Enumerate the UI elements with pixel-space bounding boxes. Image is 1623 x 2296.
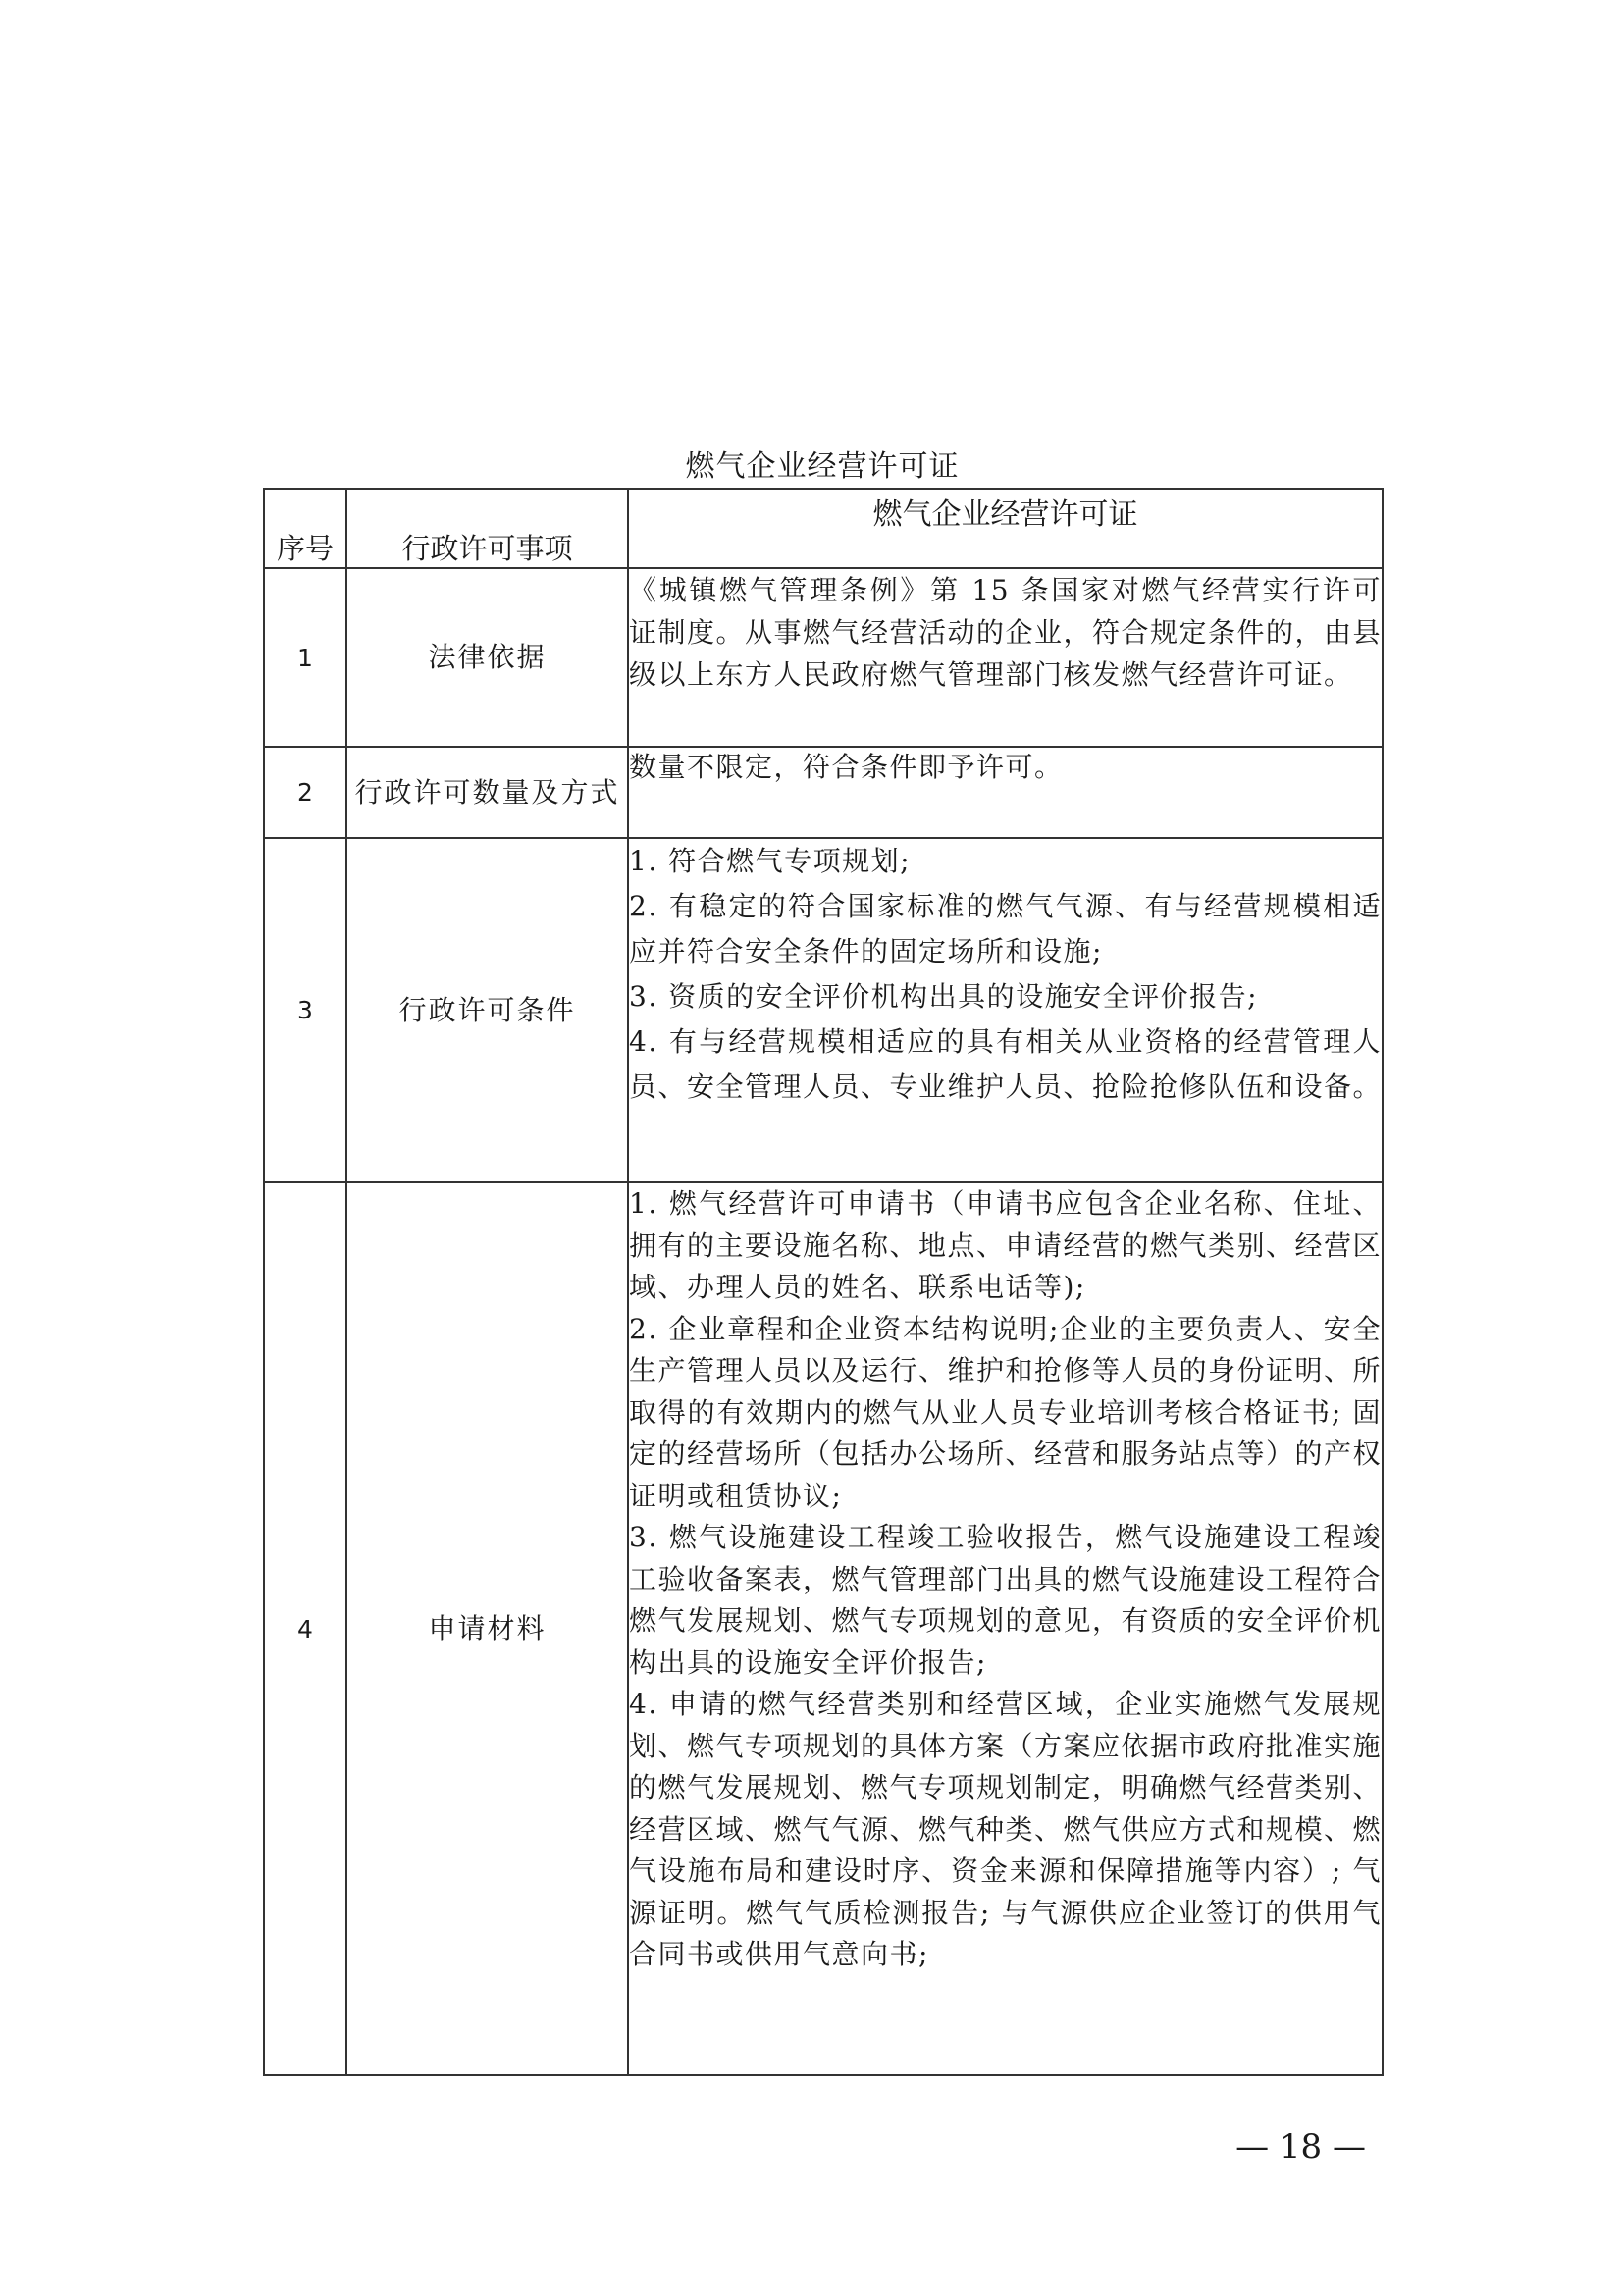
document-title: 燃气企业经营许可证 — [685, 449, 960, 484]
header-item: 行政许可事项 — [346, 489, 628, 568]
row-content: 《城镇燃气管理条例》第 15 条国家对燃气经营实行许可证制度。从事燃气经营活动的企业，符合规定条件的，由县级以上东方人民政府燃气管理部门核发燃气经营许可证。 — [628, 568, 1383, 747]
header-no: 序号 — [264, 489, 346, 568]
table-row — [264, 838, 1383, 1182]
row-number: 3 — [264, 838, 346, 1182]
row-item: 申请材料 — [346, 1182, 628, 2075]
condition-item: 1. 符合燃气专项规划; — [629, 845, 912, 877]
condition-item: 2. 有稳定的符合国家标准的燃气气源、有与经营规模相适应并符合安全条件的固定场所和设施; — [629, 890, 1382, 967]
table-row — [264, 1182, 1383, 2075]
row-item: 法律依据 — [346, 568, 628, 747]
page-number: — 18 — — [1235, 2127, 1366, 2166]
permit-table — [263, 488, 1384, 2076]
row-content — [628, 838, 1383, 1182]
row-number: 2 — [264, 747, 346, 838]
row-item: 行政许可数量及方式 — [346, 747, 628, 838]
row-number: 4 — [264, 1182, 346, 2075]
row-item: 行政许可条件 — [346, 838, 628, 1182]
row-content: 数量不限定，符合条件即予许可。 — [628, 747, 1383, 838]
condition-item: 3. 资质的安全评价机构出具的设施安全评价报告; — [629, 980, 1259, 1013]
material-item: 4. 申请的燃气经营类别和经营区域，企业实施燃气发展规划、燃气专项规划的具体方案（方案应依据市政府批准实施的燃气发展规划、燃气专项规划制定，明确燃气经营类别、经营区域、燃气气源、燃气种类、燃气供应方式和规模、燃气设施布局和建设时序、资金来源和保障措施等内容）; 气源证明。燃气气质检测报告; 与气源供应企业签订的供用气合同书或供用气意向书; — [629, 1688, 1383, 1970]
row-number: 1 — [264, 568, 346, 747]
table-header-row — [264, 489, 1383, 568]
material-item: 1. 燃气经营许可申请书（申请书应包含企业名称、住址、拥有的主要设施名称、地点、申请经营的燃气类别、经营区域、办理人员的姓名、联系电话等); — [629, 1187, 1383, 1303]
material-item: 3. 燃气设施建设工程竣工验收报告，燃气设施建设工程竣工验收备案表，燃气管理部门出具的燃气设施建设工程符合燃气发展规划、燃气专项规划的意见，有资质的安全评价机构出具的设施安全评价报告; — [629, 1521, 1383, 1679]
header-content: 燃气企业经营许可证 — [628, 489, 1383, 568]
material-item: 2. 企业章程和企业资本结构说明;企业的主要负责人、安全生产管理人员以及运行、维护和抢修等人员的身份证明、所取得的有效期内的燃气从业人员专业培训考核合格证书; 固定的经营场所（包括办公场所、经营和服务站点等）的产权证明或租赁协议; — [629, 1312, 1383, 1512]
table-row — [264, 747, 1383, 838]
row-content — [628, 1182, 1383, 2075]
table-row — [264, 568, 1383, 747]
condition-item: 4. 有与经营规模相适应的具有相关从业资格的经营管理人员、安全管理人员、专业维护人员、抢险抢修队伍和设备。 — [629, 1025, 1383, 1103]
